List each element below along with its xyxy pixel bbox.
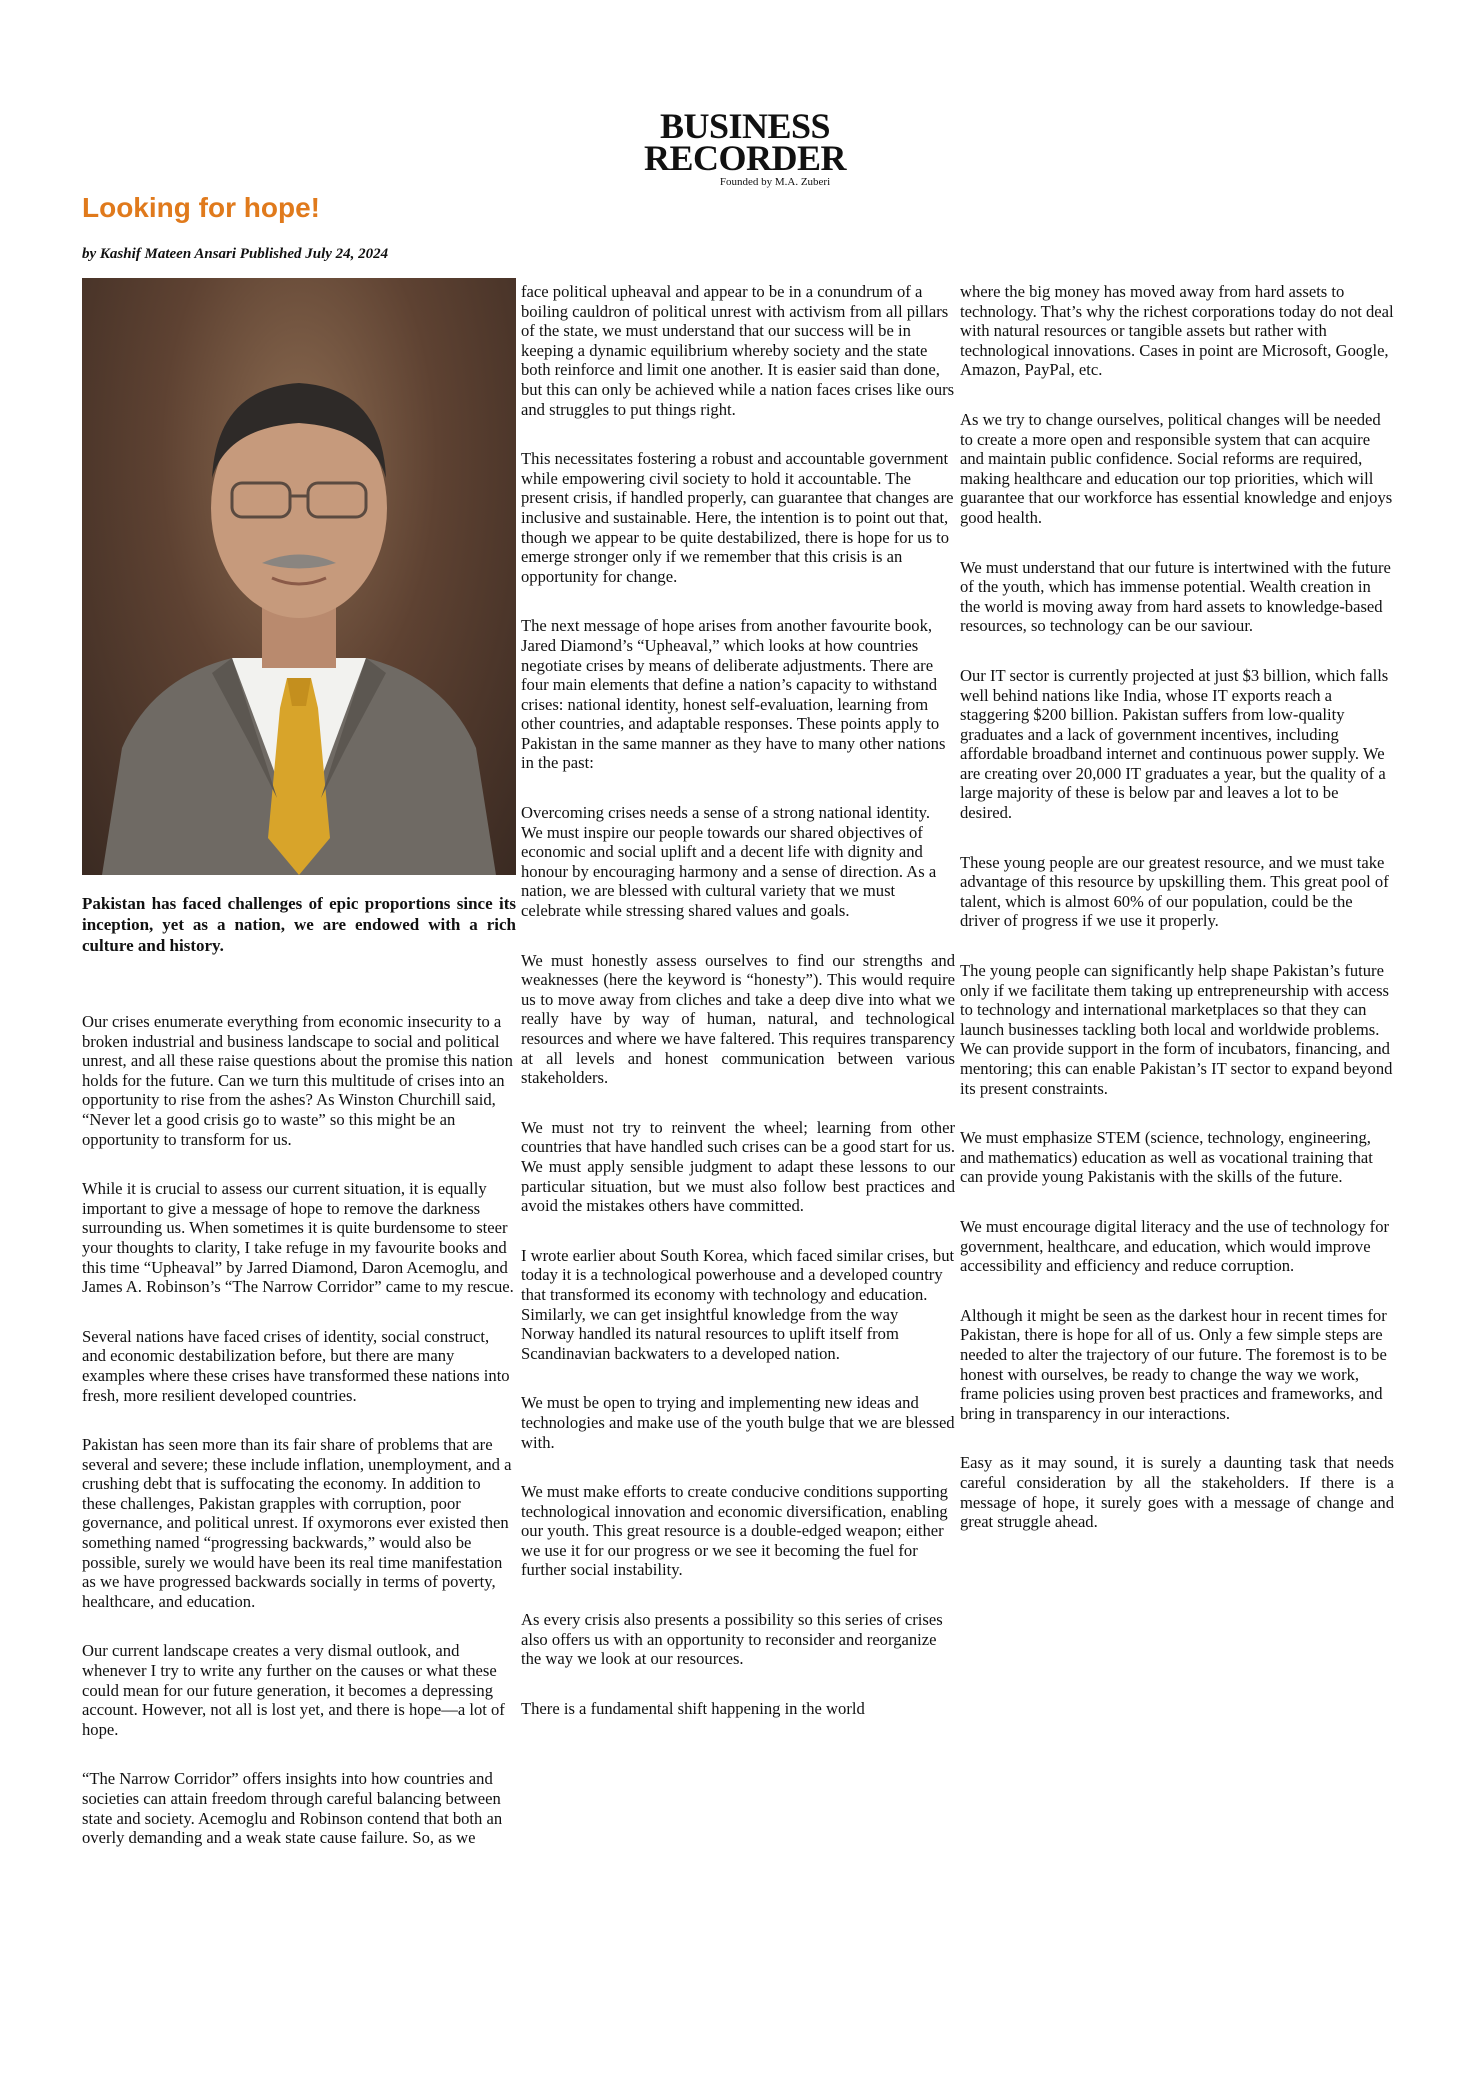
- article-byline: by Kashif Mateen Ansari Published July 24, 2024: [82, 246, 389, 262]
- paragraph: Overcoming crises needs a sense of a strong national identity. We must inspire our people towards our shared objectives of economic and social uplift and a decent life with dignity and honour by encouraging harmony and a sense of direction. As a nation, we are blessed with cultural variety that we must celebrate while stressing shared values and goals.: [521, 803, 937, 921]
- paragraph: where the big money has moved away from hard assets to technology. That’s why the richest corporations today do not deal with natural resources or tangible assets but rather with technological innovations. Cases in point are Microsoft, Google, Amazon, PayPal, etc.: [960, 282, 1394, 380]
- paragraph: Several nations have faced crises of identity, social construct, and economic destabilization before, but there are many examples where these crises have transformed these nations into fresh, more resilient developed countries.: [82, 1326, 510, 1405]
- paragraph: Our crises enumerate everything from economic insecurity to a broken industrial and business landscape to social and political unrest, and all these raise questions about the promise this nation holds for the future. Can we turn this multitude of crises into an opportunity to rise from the ashes? As Winston Churchill said, “Never let a good crisis go to waste” so this might be an opportunity to transform for us.: [82, 1012, 513, 1149]
- masthead-founded: Founded by M.A. Zuberi: [719, 176, 831, 188]
- masthead-line2: RECORDER: [643, 138, 846, 178]
- paragraph: As every crisis also presents a possibility so this series of crises also offers us with an opportunity to reconsider and reorganize the way we look at our resources.: [521, 1610, 943, 1669]
- paragraph: Our current landscape creates a very dismal outlook, and whenever I try to write any further on the causes or what these could mean for our future generation, it becomes a depressing account. However, not all is lost yet, and there is hope—a lot of hope.: [82, 1641, 505, 1739]
- article-title: Looking for hope!: [82, 192, 320, 223]
- masthead-logo: [620, 106, 870, 189]
- paragraph: These young people are our greatest resource, and we must take advantage of this resource by upskilling them. This great pool of talent, which is almost 60% of our population, could be the driver of progress if we use it properly.: [960, 852, 1389, 931]
- paragraph: Easy as it may sound, it is surely a daunting task that needs careful consideration by all the stakeholders. If there is a message of hope, it surely goes with a message of change and great struggle ahead.: [960, 1453, 1394, 1532]
- masthead-line1: BUSINESS: [659, 106, 831, 146]
- article-column-1: [82, 1012, 516, 1878]
- paragraph: We must be open to trying and implementing new ideas and technologies and make use of the youth bulge that we are blessed with.: [521, 1393, 955, 1452]
- paragraph: We must not try to reinvent the wheel; learning from other countries that have handled such crises can be a good start for us. We must apply sensible judgment to adapt these lessons to our particular situation, but we must also follow best practices and avoid the mistakes others have committed.: [521, 1117, 955, 1216]
- paragraph: “The Narrow Corridor” offers insights into how countries and societies can attain freedom through careful balancing between state and society. Acemoglu and Robinson contend that both an overly demanding and a weak state cause failure. So, as we: [82, 1769, 503, 1848]
- paragraph: We must honestly assess ourselves to find our strengths and weaknesses (here the keyword is “honesty”). This would require us to move away from cliches and take a deep dive into what we really have by way of human, natural, and technological resources and where we have faltered. This requires transparency at all levels and honest communication between various stakeholders.: [521, 950, 955, 1088]
- paragraph: Although it might be seen as the darkest hour in recent times for Pakistan, there is hope for all of us. Only a few simple steps are needed to alter the trajectory of our future. The foremost is to be honest with ourselves, be ready to change the way we work, frame policies using proven best practices and frameworks, and bring in transparency in our interactions.: [960, 1305, 1387, 1423]
- paragraph: The young people can significantly help shape Pakistan’s future only if we facilitate them taking up entrepreneurship with access to technology and international marketplaces so that they can launch businesses tackling both local and worldwide problems. We can provide support in the form of incubators, financing, and mentoring; this can enable Pakistan’s IT sector to expand beyond its present constraints.: [960, 961, 1393, 1098]
- article-lead: Pakistan has faced challenges of epic proportions since its inception, yet as a nation, we are endowed with a rich culture and history.: [82, 894, 516, 955]
- paragraph: face political upheaval and appear to be in a conundrum of a boiling cauldron of political unrest with activism from all pillars of the state, we must understand that our success will be in keeping a dynamic equilibrium whereby society and the state both reinforce and limit one another. It is easier said than done, but this can only be achieved while a nation faces crises like ours and struggles to put things right.: [521, 282, 955, 419]
- article-column-3: [960, 282, 1394, 1562]
- paragraph: We must understand that our future is intertwined with the future of the youth, which has immense potential. Wealth creation in the world is moving away from hard assets to knowledge-based resources, so technology can be our saviour.: [960, 557, 1391, 636]
- paragraph: We must encourage digital literacy and the use of technology for government, healthcare, and education, which would improve accessibility and efficiency and reduce corruption.: [960, 1216, 1390, 1276]
- paragraph: There is a fundamental shift happening in the world: [521, 1698, 865, 1718]
- paragraph: We must make efforts to create conducive conditions supporting technological innovation and economic diversification, enabling our youth. This great resource is a double-edged weapon; either we use it for our progress or we see it becoming the fuel for further social instability.: [521, 1482, 948, 1580]
- paragraph: I wrote earlier about South Korea, which faced similar crises, but today it is a technological powerhouse and a developed country that transformed its economy with technology and education. Similarly, we can get insightful knowledge from the way Norway handled its natural resources to uplift itself from Scandinavian backwaters to a developed nation.: [521, 1245, 955, 1363]
- paragraph: Our IT sector is currently projected at just $3 billion, which falls well behind nations like India, whose IT exports reach a staggering $200 billion. Pakistan suffers from low-quality graduates and a lack of government incentives, including affordable broadband internet and continuous power supply. We are creating over 20,000 IT graduates a year, but the quality of a large majority of these is below par and leaves a lot to be desired.: [960, 665, 1389, 823]
- author-photo: [82, 278, 516, 875]
- paragraph: As we try to change ourselves, political changes will be needed to create a more open and responsible system that can acquire and maintain public confidence. Social reforms are required, making healthcare and education our top priorities, which will guarantee that our workforce has essential knowledge and enjoys good health.: [960, 409, 1393, 527]
- paragraph: Pakistan has seen more than its fair share of problems that are several and severe; these include inflation, unemployment, and a crushing debt that is suffocating the economy. In addition to these challenges, Pakistan grapples with corruption, poor governance, and political unrest. If oxymorons ever existed then something named “progressing backwards,” would also be possible, surely we would have been its real time manifestation as we have progressed backwards socially in terms of poverty, healthcare, and education.: [82, 1435, 512, 1611]
- paragraph: While it is crucial to assess our current situation, it is equally important to give a message of hope to remove the darkness surrounding us. When sometimes it is quite burdensome to steer your thoughts to clarity, I take refuge in my favourite books and this time “Upheaval” by Jarred Diamond, Daron Acemoglu, and James A. Robinson’s “The Narrow Corridor” came to my rescue.: [82, 1179, 514, 1297]
- paragraph: This necessitates fostering a robust and accountable government while empowering civil society to hold it accountable. The present crisis, if handled properly, can guarantee that changes are inclusive and sustainable. Here, the intention is to point out that, though we appear to be quite destabilized, there is hope for us to emerge stronger only if we remember that this crisis is an opportunity for change.: [521, 449, 954, 586]
- paragraph: The next message of hope arises from another favourite book, Jared Diamond’s “Upheaval,” which looks at how countries negotiate crises by means of deliberate adjustments. There are four main elements that define a nation’s capacity to withstand crises: national identity, honest self-evaluation, learning from other countries, and adaptable responses. These points apply to Pakistan in the same manner as they have to many other nations in the past:: [521, 616, 946, 773]
- article-column-2: [521, 282, 955, 1748]
- paragraph: We must emphasize STEM (science, technology, engineering, and mathematics) education as well as vocational training that can provide young Pakistanis with the skills of the future.: [960, 1128, 1373, 1187]
